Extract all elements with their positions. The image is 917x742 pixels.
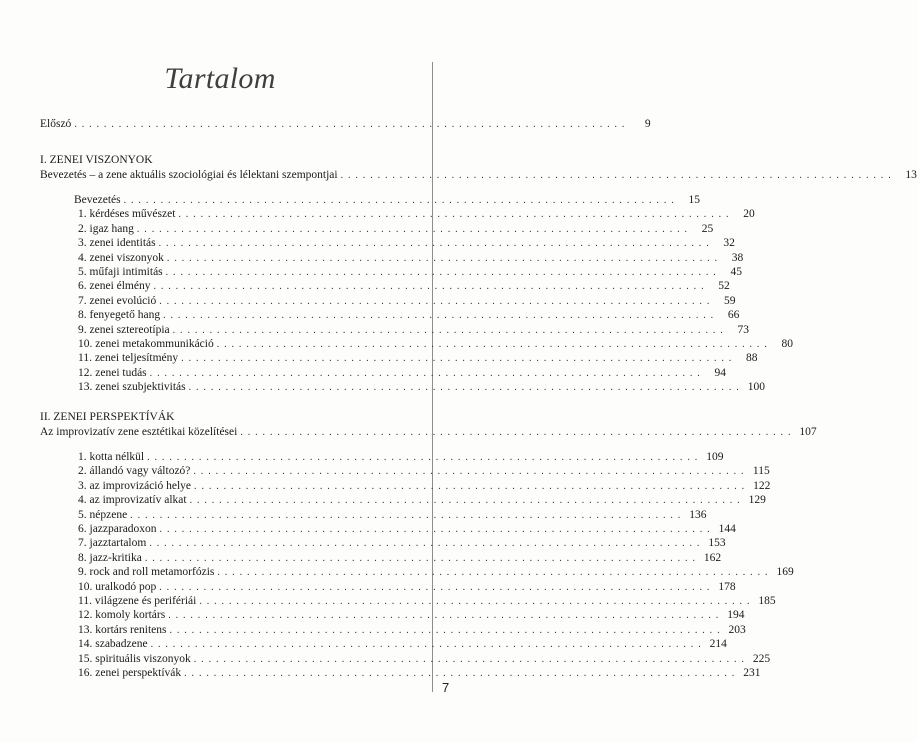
part-heading: I. ZENEI VISZONYOK xyxy=(40,154,153,166)
toc-entry xyxy=(78,565,794,580)
part-subtitle xyxy=(40,425,817,440)
entry-title: 2. igaz hang xyxy=(78,222,134,235)
entry-page-number: 80 xyxy=(781,338,794,350)
toc-entry xyxy=(78,594,776,609)
entry-title: 11. világzene és perifériái xyxy=(78,595,197,607)
toc-entry xyxy=(78,450,724,465)
entry-page-number: 100 xyxy=(747,381,765,394)
entry-page-number: 185 xyxy=(758,595,776,607)
entry-page-number: 59 xyxy=(724,294,736,307)
entry-title: 2. állandó vagy változó? xyxy=(78,465,191,478)
dot-leader: . . . . . . . . . . . . . . . . . . . . . . . . . . . . . . . . . . . . . . . . . . . . . . . . . . . . . . . . . . . . . . . . . . . . . . . . . . . xyxy=(165,267,717,278)
toc-entry xyxy=(78,623,746,638)
entry-page-number: 178 xyxy=(718,580,736,593)
entry-page-number: 231 xyxy=(743,667,761,679)
entry-page-number: 45 xyxy=(730,266,742,278)
toc-entry xyxy=(78,536,726,551)
dot-leader: . . . . . . . . . . . . . . . . . . . . . . . . . . . . . . . . . . . . . . . . . . . . . . . . . . . . . . . . . . . . . . . . . . . . . . . . . . . xyxy=(144,552,697,564)
toc-entry xyxy=(78,464,770,479)
dot-leader: . . . . . . . . . . . . . . . . . . . . . . . . . . . . . . . . . . . . . . . . . . . . . . . . . . . . . . . . . . . . . . . . . . . . . . . . . . . xyxy=(194,480,746,492)
entry-page-number: 203 xyxy=(728,623,746,636)
dot-leader: . . . . . . . . . . . . . . . . . . . . . . . . . . . . . . . . . . . . . . . . . . . . . . . . . . . . . . . . . . . . . . . . . . . . . . . . . . . xyxy=(149,538,701,550)
toc-entry xyxy=(78,351,758,366)
toc-entry xyxy=(78,265,742,280)
dot-leader: . . . . . . . . . . . . . . . . . . . . . . . . . . . . . . . . . . . . . . . . . . . . . . . . . . . . . . . . . . . . . . . . . . . . . . . . . . . xyxy=(188,382,740,394)
toc-entry xyxy=(78,551,722,566)
entry-page-number: 66 xyxy=(727,309,740,322)
dot-leader: . . . . . . . . . . . . . . . . . . . . . . . . . . . . . . . . . . . . . . . . . . . . . . . . . . . . . . . . . . . . . . . . . . . . . . . . . . . xyxy=(189,495,741,507)
entry-page-number: 136 xyxy=(689,508,707,521)
entry-page-number: 73 xyxy=(737,323,749,336)
dot-leader: . . . . . . . . . . . . . . . . . . . . . . . . . . . . . . . . . . . . . . . . . . . . . . . . . . . . . . . . . . . . . . . . . . . . . . . . . . . xyxy=(340,170,892,181)
entry-page-number: 88 xyxy=(745,352,758,365)
entry-page-number: 9 xyxy=(644,118,651,130)
dot-leader: . . . . . . . . . . . . . . . . . . . . . . . . . . . . . . . . . . . . . . . . . . . . . . . . . . . . . . . . . . . . . . . . . . . . . . . . . . . xyxy=(147,452,699,463)
dot-leader: . . . . . . . . . . . . . . . . . . . . . . . . . . . . . . . . . . . . . . . . . . . . . . . . . . . . . . . . . . . . . . . . . . . . . . . . . . . xyxy=(172,324,724,336)
entry-page-number: 25 xyxy=(701,222,714,235)
entry-title: Bevezetés – a zene aktuális szociológiai és lélektani szempontjai xyxy=(40,169,338,181)
entry-page-number: 107 xyxy=(799,426,817,438)
entry-title: 11. zenei teljesítmény xyxy=(78,352,179,365)
entry-page-number: 122 xyxy=(753,479,771,492)
entry-page-number: 32 xyxy=(723,237,735,250)
entry-page-number: 129 xyxy=(748,494,766,507)
entry-title: 6. jazzparadoxon xyxy=(78,523,157,535)
entry-title: 10. zenei metakommunikáció xyxy=(78,338,214,350)
toc-entry xyxy=(78,580,736,595)
dot-leader: . . . . . . . . . . . . . . . . . . . . . . . . . . . . . . . . . . . . . . . . . . . . . . . . . . . . . . . . . . . . . . . . . . . . . . . . . . . xyxy=(240,427,792,438)
entry-title: 14. szabadzene xyxy=(78,638,148,651)
dot-leader: . . . . . . . . . . . . . . . . . . . . . . . . . . . . . . . . . . . . . . . . . . . . . . . . . . . . . . . . . . . . . . . . . . . . . . . . . . . xyxy=(74,119,626,130)
toc-entry xyxy=(78,222,714,237)
entry-page-number: 194 xyxy=(727,609,745,622)
toc-entry xyxy=(78,294,736,309)
entry-title: 7. jazztartalom xyxy=(78,537,147,550)
entry-page-number: 15 xyxy=(688,194,700,206)
entry-title: 13. kortárs renitens xyxy=(78,623,167,636)
entry-title: 8. jazz-kritika xyxy=(78,551,142,564)
dot-leader: . . . . . . . . . . . . . . . . . . . . . . . . . . . . . . . . . . . . . . . . . . . . . . . . . . . . . . . . . . . . . . . . . . . . . . . . . . . xyxy=(159,581,711,593)
dot-leader: . . . . . . . . . . . . . . . . . . . . . . . . . . . . . . . . . . . . . . . . . . . . . . . . . . . . . . . . . . . . . . . . . . . . . . . . . . . xyxy=(136,223,689,235)
entry-title: 9. zenei sztereotípia xyxy=(78,323,170,336)
entry-title: 9. rock and roll metamorfózis xyxy=(78,566,215,579)
toc-entry xyxy=(78,493,766,508)
dot-leader: . . . . . . . . . . . . . . . . . . . . . . . . . . . . . . . . . . . . . . . . . . . . . . . . . . . . . . . . . . . . . . . . . . . . . . . . . . . xyxy=(159,524,711,535)
entry-page-number: 52 xyxy=(718,280,730,293)
toc-entry xyxy=(78,366,726,381)
dot-leader: . . . . . . . . . . . . . . . . . . . . . . . . . . . . . . . . . . . . . . . . . . . . . . . . . . . . . . . . . . . . . . . . . . . . . . . . . . . xyxy=(158,238,710,250)
toc-entry xyxy=(78,279,730,294)
toc-entry xyxy=(78,652,771,667)
entry-title: 4. zenei viszonyok xyxy=(78,251,164,264)
toc-entry xyxy=(78,608,745,623)
part-heading: II. ZENEI PERSPEKTÍVÁK xyxy=(40,411,175,423)
entry-title: 7. zenei evolúció xyxy=(78,294,157,307)
entry-title: 13. zenei szubjektivitás xyxy=(78,381,186,394)
dot-leader: . . . . . . . . . . . . . . . . . . . . . . . . . . . . . . . . . . . . . . . . . . . . . . . . . . . . . . . . . . . . . . . . . . . . . . . . . . . xyxy=(169,624,721,636)
entry-page-number: 13 xyxy=(905,169,917,181)
entry-title: 3. zenei identitás xyxy=(78,237,156,250)
toc-entry xyxy=(78,323,749,338)
entry-page-number: 162 xyxy=(703,551,722,564)
dot-leader: . . . . . . . . . . . . . . . . . . . . . . . . . . . . . . . . . . . . . . . . . . . . . . . . . . . . . . . . . . . . . . . . . . . . . . . . . . . xyxy=(216,339,769,350)
toc-entry xyxy=(78,251,744,266)
entry-page-number: 225 xyxy=(752,652,771,665)
toc-entry xyxy=(78,236,735,251)
entry-page-number: 153 xyxy=(708,537,726,550)
dot-leader: . . . . . . . . . . . . . . . . . . . . . . . . . . . . . . . . . . . . . . . . . . . . . . . . . . . . . . . . . . . . . . . . . . . . . . . . . . . xyxy=(184,668,736,679)
entry-title: Előszó xyxy=(40,118,72,130)
dot-leader: . . . . . . . . . . . . . . . . . . . . . . . . . . . . . . . . . . . . . . . . . . . . . . . . . . . . . . . . . . . . . . . . . . . . . . . . . . . xyxy=(159,295,711,307)
toc-entry xyxy=(78,522,736,537)
entry-page-number: 38 xyxy=(731,251,744,264)
dot-leader: . . . . . . . . . . . . . . . . . . . . . . . . . . . . . . . . . . . . . . . . . . . . . . . . . . . . . . . . . . . . . . . . . . . . . . . . . . . xyxy=(168,610,720,622)
dot-leader: . . . . . . . . . . . . . . . . . . . . . . . . . . . . . . . . . . . . . . . . . . . . . . . . . . . . . . . . . . . . . . . . . . . . . . . . . . . xyxy=(181,353,733,365)
entry-page-number: 169 xyxy=(776,566,794,579)
entry-title: 8. fenyegető hang xyxy=(78,309,161,322)
entry-page-number: 109 xyxy=(706,451,724,463)
entry-title: 4. az improvizatív alkat xyxy=(78,494,187,507)
toc-entry xyxy=(78,308,740,323)
toc-entry xyxy=(78,337,794,352)
dot-leader: . . . . . . . . . . . . . . . . . . . . . . . . . . . . . . . . . . . . . . . . . . . . . . . . . . . . . . . . . . . . . . . . . . . . . . . . . . . xyxy=(149,367,701,379)
entry-title: 3. az improvizáció helye xyxy=(78,479,192,492)
part-subtitle xyxy=(40,168,917,183)
entry-title: Az improvizatív zene esztétikai közelítései xyxy=(40,426,238,438)
dot-leader: . . . . . . . . . . . . . . . . . . . . . . . . . . . . . . . . . . . . . . . . . . . . . . . . . . . . . . . . . . . . . . . . . . . . . . . . . . . xyxy=(199,596,751,607)
page-title: Tartalom xyxy=(164,62,276,95)
entry-title: 6. zenei élmény xyxy=(78,280,151,293)
entry-page-number: 20 xyxy=(743,208,755,221)
toc-entry xyxy=(74,193,700,208)
toc-entry xyxy=(78,666,761,681)
toc-entry xyxy=(78,380,765,395)
entry-page-number: 94 xyxy=(714,366,726,379)
dot-leader: . . . . . . . . . . . . . . . . . . . . . . . . . . . . . . . . . . . . . . . . . . . . . . . . . . . . . . . . . . . . . . . . . . . . . . . . . . . xyxy=(178,209,730,221)
entry-title: Bevezetés xyxy=(74,194,121,206)
entry-title: 10. uralkodó pop xyxy=(78,580,157,593)
toc-entry xyxy=(78,207,755,222)
dot-leader: . . . . . . . . . . . . . . . . . . . . . . . . . . . . . . . . . . . . . . . . . . . . . . . . . . . . . . . . . . . . . . . . . . . . . . . . . . . xyxy=(153,281,705,293)
entry-title: 12. zenei tudás xyxy=(78,366,147,379)
entry-title: 16. zenei perspektívák xyxy=(78,667,182,679)
entry-title: 12. komoly kortárs xyxy=(78,609,166,622)
dot-leader: . . . . . . . . . . . . . . . . . . . . . . . . . . . . . . . . . . . . . . . . . . . . . . . . . . . . . . . . . . . . . . . . . . . . . . . . . . . xyxy=(193,653,746,665)
dot-leader: . . . . . . . . . . . . . . . . . . . . . . . . . . . . . . . . . . . . . . . . . . . . . . . . . . . . . . . . . . . . . . . . . . . . . . . . . . . xyxy=(150,639,702,651)
entry-title: 5. népzene xyxy=(78,508,128,521)
dot-leader: . . . . . . . . . . . . . . . . . . . . . . . . . . . . . . . . . . . . . . . . . . . . . . . . . . . . . . . . . . . . . . . . . . . . . . . . . . . xyxy=(163,310,715,322)
entry-page-number: 214 xyxy=(709,638,727,651)
dot-leader: . . . . . . . . . . . . . . . . . . . . . . . . . . . . . . . . . . . . . . . . . . . . . . . . . . . . . . . . . . . . . . . . . . . . . . . . . . . xyxy=(217,567,769,579)
toc-entry-preface xyxy=(40,117,651,132)
dot-leader: . . . . . . . . . . . . . . . . . . . . . . . . . . . . . . . . . . . . . . . . . . . . . . . . . . . . . . . . . . . . . . . . . . . . . . . . . . . xyxy=(193,466,745,478)
entry-title: 5. műfaji intimitás xyxy=(78,266,163,278)
entry-title: 1. kotta nélkül xyxy=(78,451,145,463)
toc-entry xyxy=(78,508,707,523)
entry-page-number: 144 xyxy=(718,523,736,535)
entry-page-number: 115 xyxy=(752,465,770,478)
toc-entry xyxy=(78,637,727,652)
toc-entry xyxy=(78,479,771,494)
entry-title: 1. kérdéses művészet xyxy=(78,208,176,221)
dot-leader: . . . . . . . . . . . . . . . . . . . . . . . . . . . . . . . . . . . . . . . . . . . . . . . . . . . . . . . . . . . . . . . . . . . . . . . . . . . xyxy=(166,252,719,264)
page-number: 7 xyxy=(442,680,450,695)
entry-title: 15. spirituális viszonyok xyxy=(78,652,191,665)
dot-leader: . . . . . . . . . . . . . . . . . . . . . . . . . . . . . . . . . . . . . . . . . . . . . . . . . . . . . . . . . . . . . . . . . . . . . . . . . . . xyxy=(130,509,682,521)
dot-leader: . . . . . . . . . . . . . . . . . . . . . . . . . . . . . . . . . . . . . . . . . . . . . . . . . . . . . . . . . . . . . . . . . . . . . . . . . . . xyxy=(123,195,675,206)
